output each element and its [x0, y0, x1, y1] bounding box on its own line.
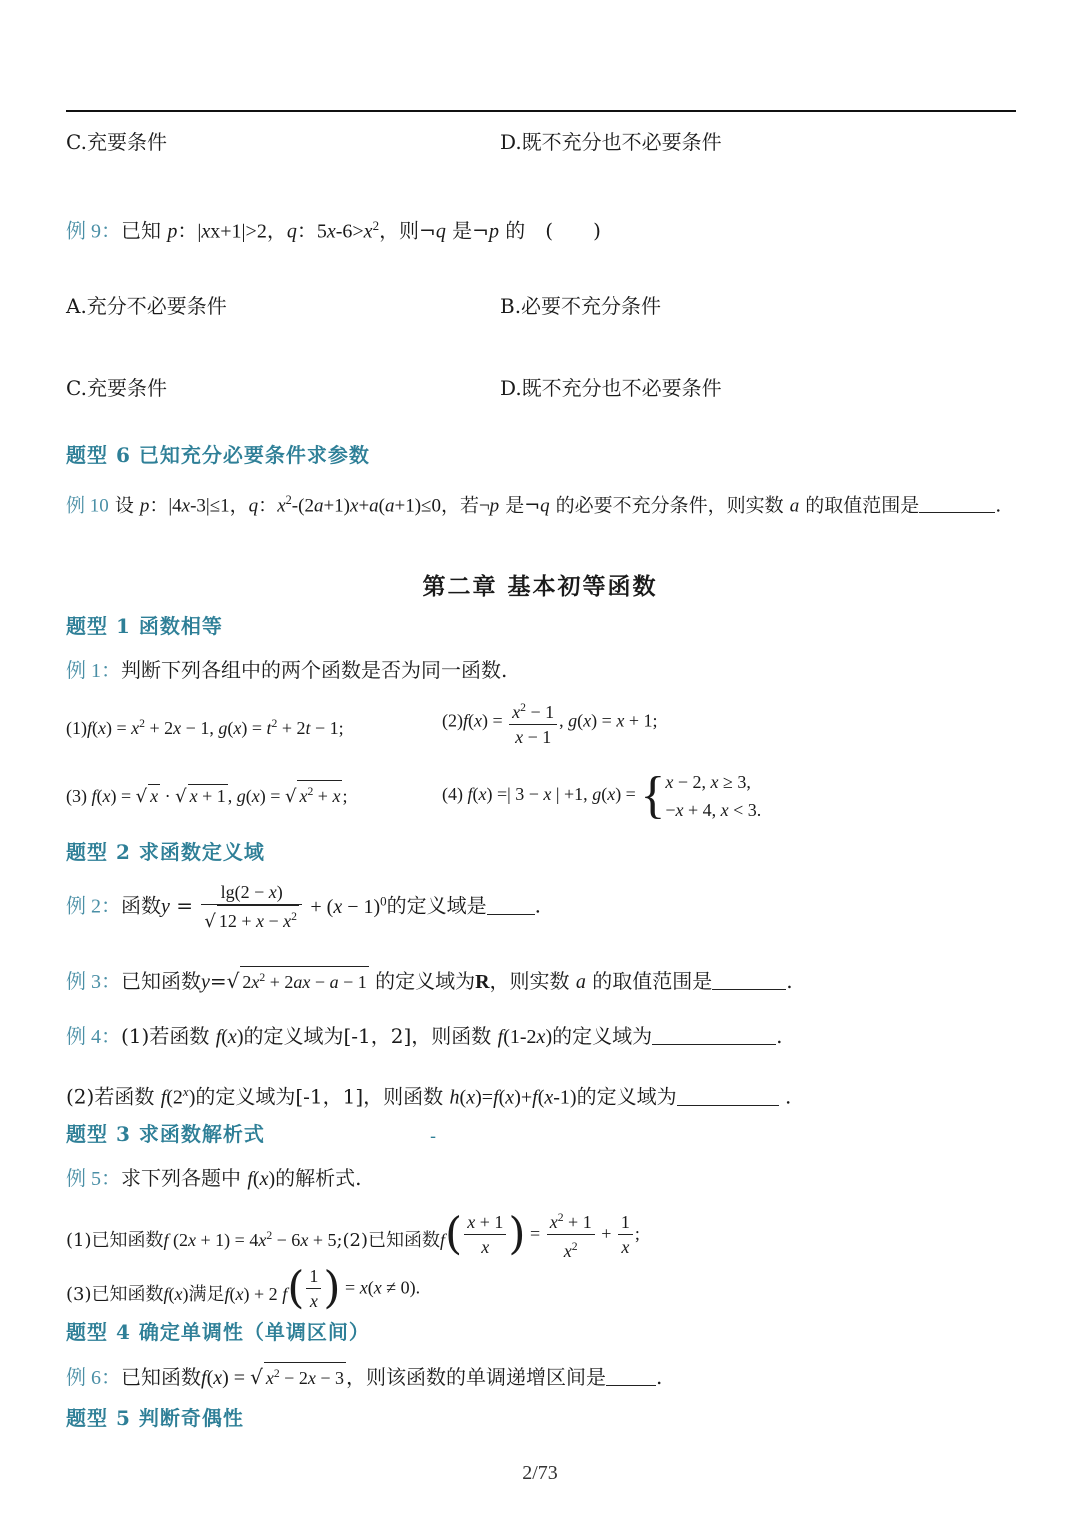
fraction: $\frac{x^2 + 1}{x^2}$: [547, 1206, 595, 1263]
example-4-line-2: (2)若函数 f(2$^x$)的定义域为[-1，1]，则函数 h(x)=f(x)+f(x-1)的定义域为 .: [66, 1084, 792, 1109]
ex9-options-ab: [66, 292, 662, 320]
page-number: 2/73: [522, 1462, 558, 1484]
option-c: C.充要条件: [66, 376, 167, 400]
section-heading-6: 题型 6 已知充分必要条件求参数: [66, 443, 370, 467]
fraction: $\frac{1}{x}$: [306, 1264, 321, 1313]
section-heading-1: 题型 1 函数相等: [66, 614, 223, 638]
example-4-line-1: 例 4：(1)若函数 f(x)的定义域为[-1，2]，则函数 f(1-2x)的定义域为 .: [66, 1024, 783, 1048]
fraction: $\frac{x^2 - 1}{x - 1}$: [509, 696, 557, 749]
ex9-options-cd: [66, 374, 722, 402]
option-c: C.充要条件: [66, 130, 167, 154]
fraction: $\frac{x + 1}{x}$: [464, 1210, 506, 1259]
answer-blank[interactable]: [712, 969, 786, 990]
option-a: A.充分不必要条件: [66, 294, 227, 318]
section-heading-3: 题型 3 求函数解析式: [66, 1122, 265, 1146]
ex1-item-2: (2)f(x) = $\frac{x^2 - 1}{x - 1}$ , g(x) = x + 1;: [442, 696, 657, 749]
example-label: 例 9：: [66, 220, 121, 243]
answer-blank[interactable]: [677, 1085, 779, 1106]
ex1-item-3: (3) f(x) = √ x · √ x + 1 , g(x) = √ $x^2 + x$ ;: [66, 780, 347, 811]
section-heading-2: 题型 2 求函数定义域: [66, 840, 265, 864]
ex1-item-1: $(1)f(x) = x^2 + 2x - 1$, $g(x) = t^2 + 2t - 1$;: [66, 717, 344, 738]
example-9: 例 9：已知 p：|xx+1|>2，q：$5x-6>x^2$，则¬q 是¬p 的 ( ): [66, 218, 601, 243]
answer-blank[interactable]: [652, 1024, 776, 1045]
section-heading-5: 题型 5 判断奇偶性: [66, 1406, 244, 1430]
section-heading-4: 题型 4 确定单调性（单调区间）: [66, 1320, 370, 1344]
example-10: 例 10 设 p：|4x-3|≤1，q：$x^2-(2a+1)x+a(a+1)\le 0$，若¬p 是¬q 的必要不充分条件，则实数 a 的取值范围是 .: [66, 493, 1002, 517]
option-d: D.既不充分也不必要条件: [500, 130, 722, 154]
example-5-line-2: (3)已知函数f(x)满足f(x) + 2 f( $\frac{1}{x}$ ) = x(x ≠ 0).: [66, 1262, 421, 1314]
fraction: $\frac{\lg(2 - x)}{√ 12 + x - x^2}$: [201, 880, 302, 934]
answer-blank[interactable]: [919, 492, 995, 513]
answer-blank[interactable]: [487, 894, 535, 915]
option-d: D.既不充分也不必要条件: [500, 376, 722, 400]
answer-blank[interactable]: [606, 1365, 656, 1386]
prev-options-row: [66, 128, 722, 156]
example-5: 例 5：求下列各题中 f(x)的解析式.: [66, 1166, 362, 1190]
fraction: $\frac{1}{x}$: [618, 1210, 633, 1259]
example-5-line-1: (1)已知函数f $(2x + 1) = 4x^2 - 6x$ + 5;(2)已知函数f( $\frac{x + 1}{x}$ ) = $\frac{x^2 + 1}{x^2}$ + $\frac{1}{x}$ ;: [66, 1206, 640, 1260]
example-3: 例 3：已知函数y=√ $2x^2 + 2ax - a - 1$ 的定义域为R，则实数 a 的取值范围是 .: [66, 966, 793, 996]
ex1-item-4: (4) f(x) =| 3 − x | +1, g(x) = { x − 2, x ≥ 3, −x + 4, x < 3.: [442, 767, 762, 824]
stray-dash: -: [430, 1126, 437, 1147]
option-b: B.必要不充分条件: [500, 294, 662, 318]
example-1: 例 1：判断下列各组中的两个函数是否为同一函数.: [66, 658, 508, 682]
example-2: 例 2：函数y = $\frac{\lg(2 - x)}{√ 12 + x - x^2}$ + $(x - 1)^0$的定义域是 .: [66, 882, 542, 932]
example-6: 例 6：已知函数f(x) = √ $x^2 - 2x - 3$ ，则该函数的单调递增区间是 .: [66, 1362, 662, 1392]
chapter-title: 第二章 基本初等函数: [422, 573, 658, 600]
header-rule: [66, 110, 1016, 112]
